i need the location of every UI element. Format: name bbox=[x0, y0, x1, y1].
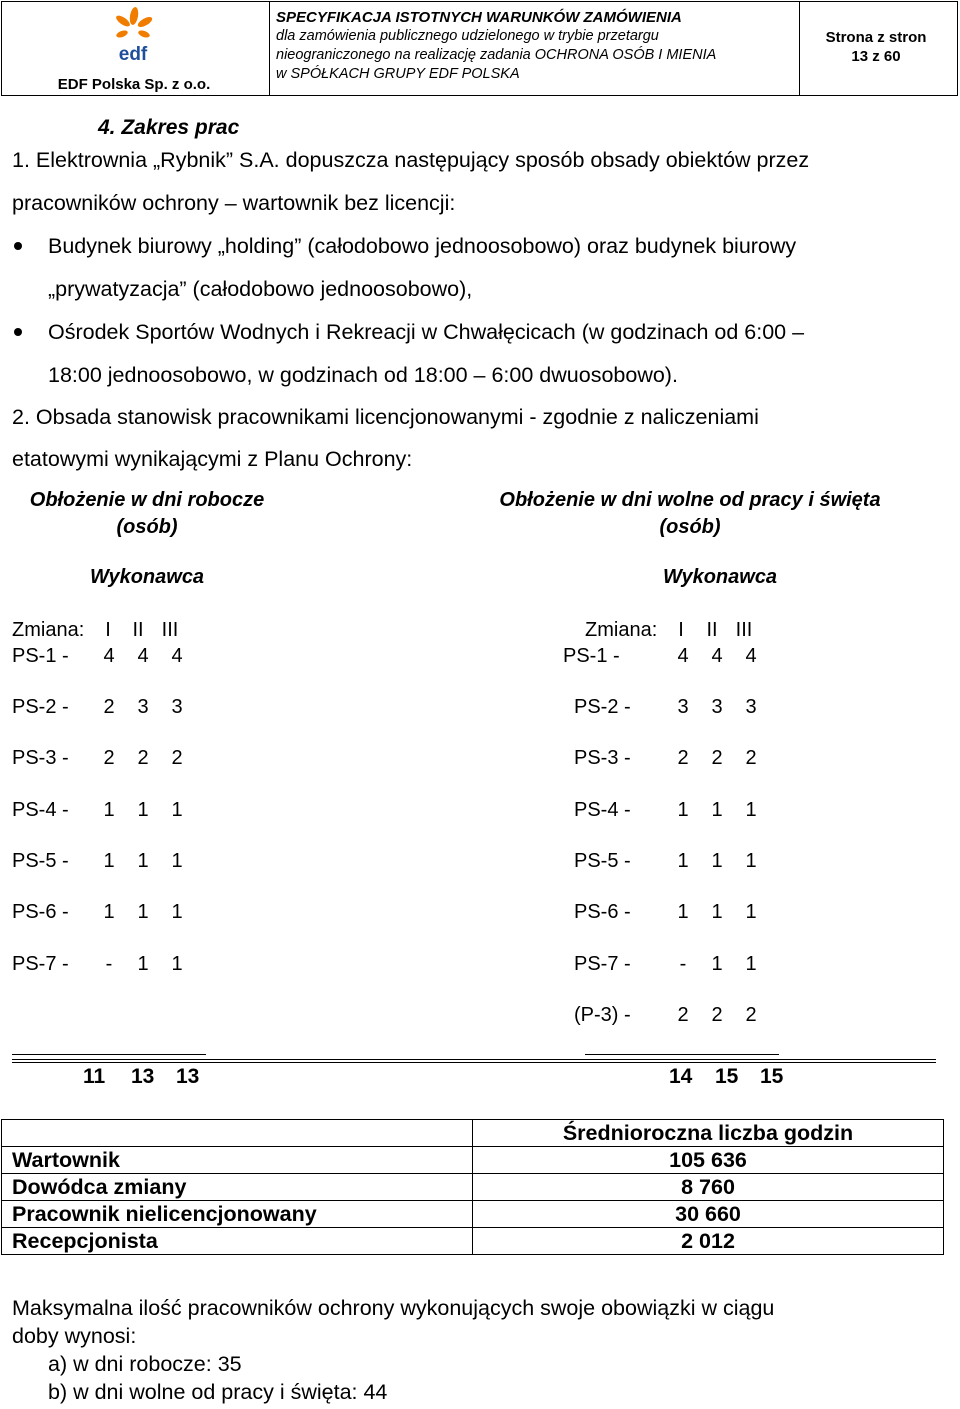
section-heading: 4. Zakres prac bbox=[98, 116, 240, 139]
row-value: 8 760 bbox=[473, 1174, 944, 1201]
footer-line-1: Maksymalna ilość pracowników ochrony wykonujących swoje obowiązki w ciągu bbox=[12, 1296, 775, 1320]
page-number: 13 z 60 bbox=[851, 48, 901, 65]
table-header-empty bbox=[2, 1120, 473, 1147]
row-label: Recepcjonista bbox=[2, 1228, 473, 1255]
left-shift-label: Zmiana: bbox=[12, 619, 85, 641]
right-post-value: 2 bbox=[711, 747, 723, 769]
bullet-2-line-2: 18:00 jednoosobowo, w godzinach od 18:00 – 6:00 dwuosobowo). bbox=[48, 363, 678, 387]
left-post-value: 1 bbox=[171, 901, 183, 923]
left-title-line-2: (osób) bbox=[116, 516, 178, 538]
left-post-value: 1 bbox=[103, 799, 115, 821]
left-post-label: PS-4 - bbox=[12, 799, 69, 821]
left-post-value: 2 bbox=[137, 747, 149, 769]
left-post-value: 2 bbox=[103, 747, 115, 769]
right-post-value: 1 bbox=[677, 901, 689, 923]
right-post-label: PS-4 - bbox=[574, 799, 631, 821]
right-post-value: 1 bbox=[711, 901, 723, 923]
right-post-value: 1 bbox=[677, 850, 689, 872]
right-shift-label: Zmiana: bbox=[585, 619, 658, 641]
left-post-label: PS-1 - bbox=[12, 645, 69, 667]
right-post-value: 1 bbox=[711, 953, 723, 975]
table-row bbox=[2, 1174, 944, 1201]
row-label: Wartownik bbox=[2, 1147, 473, 1174]
totals-double-rule-1 bbox=[12, 1059, 936, 1060]
right-post-label: PS-6 - bbox=[574, 901, 631, 923]
left-post-value: 1 bbox=[137, 901, 149, 923]
left-total-3: 13 bbox=[176, 1065, 200, 1088]
right-title bbox=[470, 487, 910, 541]
right-shift-3: III bbox=[735, 619, 753, 641]
right-shift-2: II bbox=[706, 619, 718, 641]
row-value: 2 012 bbox=[473, 1228, 944, 1255]
spec-subtitle-1: dla zamówienia publicznego udzielonego w trybie przetargu bbox=[276, 28, 659, 44]
left-post-value: 2 bbox=[103, 696, 115, 718]
right-post-value: 4 bbox=[745, 645, 757, 667]
bullet-2-line-1: Ośrodek Sportów Wodnych i Rekreacji w Chwałęcicach (w godzinach od 6:00 – bbox=[48, 320, 805, 344]
right-total-3: 15 bbox=[760, 1065, 784, 1088]
left-post-value: 4 bbox=[103, 645, 115, 667]
left-post-value: 4 bbox=[137, 645, 149, 667]
footer-item-b: b) w dni wolne od pracy i święta: 44 bbox=[48, 1380, 388, 1404]
spec-title: SPECYFIKACJA ISTOTNYCH WARUNKÓW ZAMÓWIENIA bbox=[276, 9, 682, 26]
right-post-label: PS-5 - bbox=[574, 850, 631, 872]
table-row bbox=[2, 1228, 944, 1255]
bullet-1-line-1: Budynek biurowy „holding” (całodobowo jednoosobowo) oraz budynek biurowy bbox=[48, 234, 797, 258]
right-post-value: 4 bbox=[711, 645, 723, 667]
right-post-value: 3 bbox=[711, 696, 723, 718]
left-post-label: PS-6 - bbox=[12, 901, 69, 923]
totals-double-rule-2 bbox=[12, 1062, 936, 1063]
left-sum-rule bbox=[12, 1054, 206, 1055]
table-row bbox=[2, 1201, 944, 1228]
right-shift-1: I bbox=[678, 619, 684, 641]
row-value: 30 660 bbox=[473, 1201, 944, 1228]
left-title-line-1: Obłożenie w dni robocze bbox=[29, 489, 265, 511]
right-post-value: 1 bbox=[745, 953, 757, 975]
spec-subtitle-3: w SPÓŁKACH GRUPY EDF POLSKA bbox=[276, 66, 520, 82]
svg-text:edf: edf bbox=[118, 44, 148, 64]
left-contractor: Wykonawca bbox=[89, 566, 205, 588]
left-post-label: PS-7 - bbox=[12, 953, 69, 975]
left-total-2: 13 bbox=[131, 1065, 155, 1088]
left-post-label: PS-2 - bbox=[12, 696, 69, 718]
paragraph-1-line-2: pracowników ochrony – wartownik bez licencji: bbox=[12, 191, 456, 215]
left-post-value: 1 bbox=[137, 953, 149, 975]
left-post-value: 1 bbox=[103, 850, 115, 872]
right-post-label: (P-3) - bbox=[574, 1004, 631, 1026]
row-value: 105 636 bbox=[473, 1147, 944, 1174]
left-post-value: 3 bbox=[137, 696, 149, 718]
left-post-value: 1 bbox=[171, 953, 183, 975]
page-indicator bbox=[797, 28, 955, 66]
right-post-value: - bbox=[679, 953, 687, 975]
left-post-value: 1 bbox=[137, 799, 149, 821]
left-total-1: 11 bbox=[83, 1065, 106, 1088]
left-title bbox=[12, 487, 282, 541]
spec-subtitle-2: nieograniczonego na realizację zadania OCHRONA OSÓB I MIENIA bbox=[276, 47, 717, 63]
bullet-icon bbox=[14, 328, 22, 336]
right-post-value: 1 bbox=[677, 799, 689, 821]
right-post-value: 2 bbox=[745, 1004, 757, 1026]
right-post-value: 1 bbox=[745, 901, 757, 923]
bullet-1-line-2: „prywatyzacja” (całodobowo jednoosobowo), bbox=[48, 277, 473, 301]
right-post-label: PS-1 - bbox=[563, 645, 620, 667]
company-name: EDF Polska Sp. z o.o. bbox=[57, 76, 211, 93]
footer-item-a: a) w dni robocze: 35 bbox=[48, 1352, 242, 1376]
right-post-value: 2 bbox=[677, 747, 689, 769]
left-shift-3: III bbox=[161, 619, 179, 641]
bullet-icon bbox=[14, 242, 22, 250]
right-post-value: 2 bbox=[745, 747, 757, 769]
right-post-value: 2 bbox=[677, 1004, 689, 1026]
right-post-value: 1 bbox=[711, 850, 723, 872]
paragraph-1-line-1: 1. Elektrownia „Rybnik” S.A. dopuszcza następujący sposób obsady obiektów przez bbox=[12, 148, 810, 172]
row-label: Pracownik nielicencjonowany bbox=[2, 1201, 473, 1228]
paragraph-2-line-2: etatowymi wynikającymi z Planu Ochrony: bbox=[12, 447, 413, 471]
average-hours-table bbox=[1, 1119, 944, 1255]
right-title-line-1: Obłożenie w dni wolne od pracy i święta bbox=[499, 489, 881, 511]
table-header-row bbox=[2, 1120, 944, 1147]
right-post-label: PS-7 - bbox=[574, 953, 631, 975]
right-post-value: 1 bbox=[711, 799, 723, 821]
left-post-value: 1 bbox=[171, 799, 183, 821]
table-row bbox=[2, 1147, 944, 1174]
right-post-value: 2 bbox=[711, 1004, 723, 1026]
right-total-2: 15 bbox=[715, 1065, 739, 1088]
left-post-value: 1 bbox=[171, 850, 183, 872]
left-post-value: 3 bbox=[171, 696, 183, 718]
paragraph-2-line-1: 2. Obsada stanowisk pracownikami licencjonowanymi - zgodnie z naliczeniami bbox=[12, 405, 759, 429]
right-post-label: PS-2 - bbox=[574, 696, 631, 718]
table-header: Średnioroczna liczba godzin bbox=[473, 1120, 944, 1147]
footer-line-2: doby wynosi: bbox=[12, 1324, 137, 1348]
right-post-value: 3 bbox=[745, 696, 757, 718]
page-label: Strona z stron bbox=[825, 29, 927, 46]
right-total-1: 14 bbox=[669, 1065, 693, 1088]
right-contractor: Wykonawca bbox=[662, 566, 778, 588]
row-label: Dowódca zmiany bbox=[2, 1174, 473, 1201]
left-shift-1: I bbox=[105, 619, 111, 641]
right-post-label: PS-3 - bbox=[574, 747, 631, 769]
right-title-line-2: (osób) bbox=[659, 516, 721, 538]
left-post-value: 2 bbox=[171, 747, 183, 769]
edf-logo-icon bbox=[108, 4, 158, 64]
left-post-label: PS-5 - bbox=[12, 850, 69, 872]
right-sum-rule bbox=[585, 1054, 779, 1055]
left-post-value: 4 bbox=[171, 645, 183, 667]
right-post-value: 4 bbox=[677, 645, 689, 667]
left-post-value: 1 bbox=[137, 850, 149, 872]
left-post-label: PS-3 - bbox=[12, 747, 69, 769]
spec-title-block bbox=[276, 8, 791, 84]
left-post-value: - bbox=[105, 953, 113, 975]
left-shift-2: II bbox=[132, 619, 144, 641]
right-post-value: 1 bbox=[745, 850, 757, 872]
right-post-value: 1 bbox=[745, 799, 757, 821]
right-post-value: 3 bbox=[677, 696, 689, 718]
left-post-value: 1 bbox=[103, 901, 115, 923]
